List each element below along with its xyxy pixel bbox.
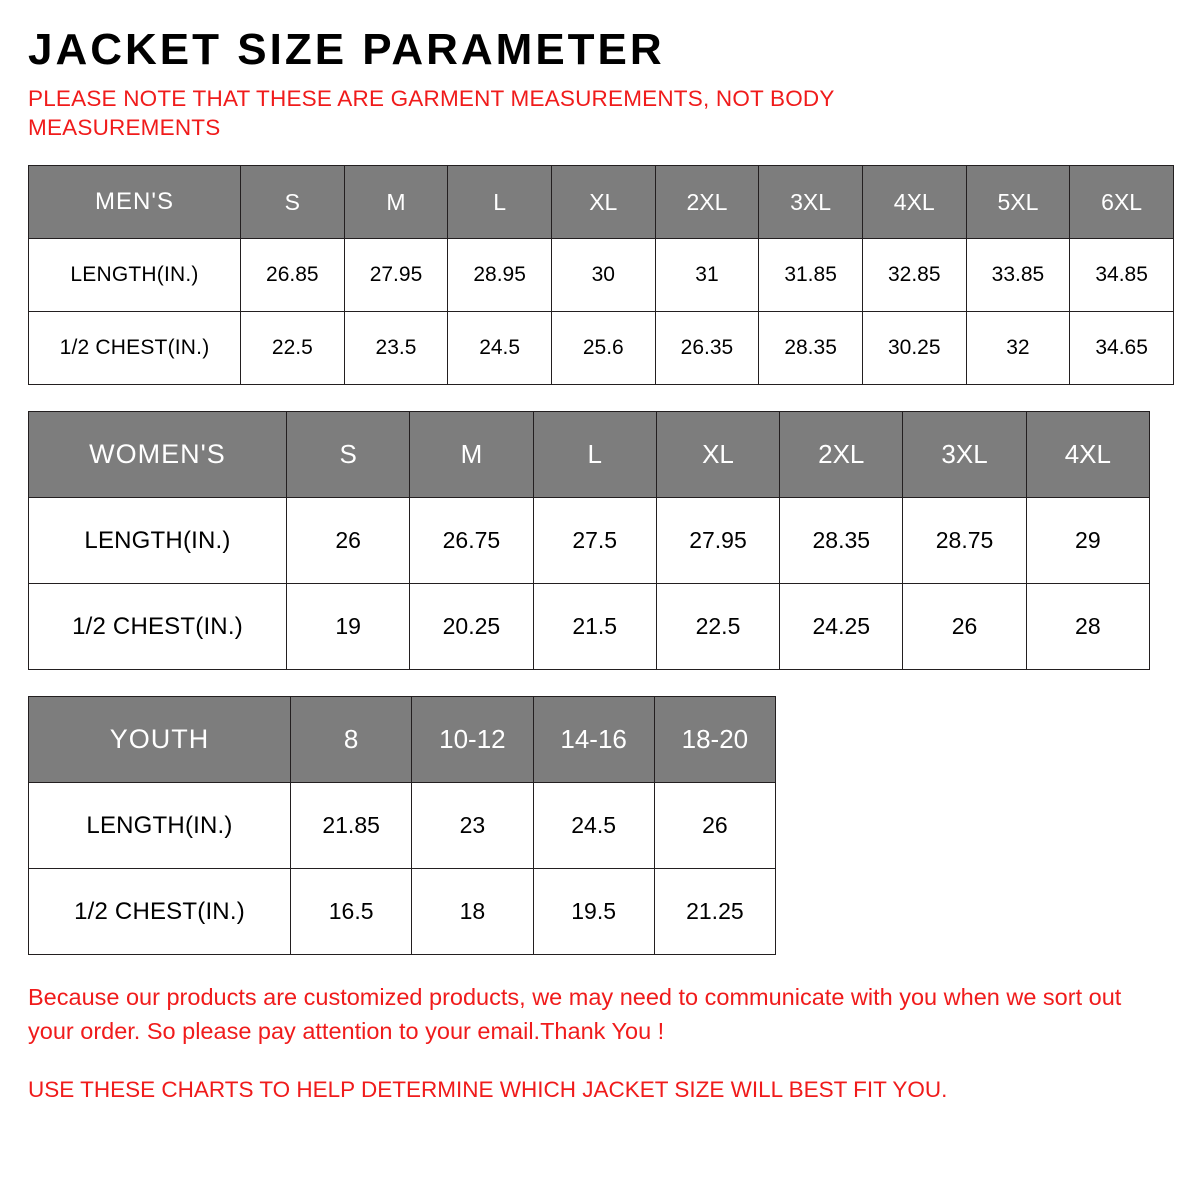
table-header-row: [29, 697, 776, 783]
measurement-cell: 31: [655, 239, 759, 312]
size-header-cell: 4XL: [862, 166, 966, 239]
table-row: [29, 239, 1174, 312]
footer-notes: [28, 981, 1170, 1106]
measurement-cell: 22.5: [656, 584, 779, 670]
table-category-label: WOMEN'S: [29, 412, 287, 498]
measurement-cell: 21.85: [291, 783, 412, 869]
measurement-cell: 30.25: [862, 312, 966, 385]
measurement-cell: 26: [903, 584, 1026, 670]
measurement-cell: 33.85: [966, 239, 1070, 312]
table-category-label: MEN'S: [29, 166, 241, 239]
size-header-cell: L: [533, 412, 656, 498]
row-label: LENGTH(IN.): [29, 498, 287, 584]
measurement-cell: 27.5: [533, 498, 656, 584]
measurement-cell: 16.5: [291, 869, 412, 955]
table-row: [29, 312, 1174, 385]
measurement-cell: 26: [654, 783, 775, 869]
measurement-cell: 26.35: [655, 312, 759, 385]
size-header-cell: 2XL: [780, 412, 903, 498]
measurement-cell: 32: [966, 312, 1070, 385]
table-row: [29, 783, 776, 869]
measurement-cell: 23.5: [344, 312, 448, 385]
row-label: LENGTH(IN.): [29, 783, 291, 869]
measurement-cell: 27.95: [656, 498, 779, 584]
measurement-cell: 26.85: [241, 239, 345, 312]
size-header-cell: 3XL: [903, 412, 1026, 498]
footer-customization-note: Because our products are customized products, we may need to communicate with you when we sort out your order. So please pay attention to your email.Thank You !: [28, 984, 1122, 1044]
measurement-cell: 29: [1026, 498, 1149, 584]
measurement-cell: 22.5: [241, 312, 345, 385]
measurement-note: PLEASE NOTE THAT THESE ARE GARMENT MEASUREMENTS, NOT BODY MEASUREMENTS: [28, 85, 835, 141]
measurement-cell: 28.95: [448, 239, 552, 312]
size-header-cell: M: [344, 166, 448, 239]
womens-size-table: [28, 411, 1150, 670]
measurement-cell: 28.75: [903, 498, 1026, 584]
table-header-row: [29, 412, 1150, 498]
measurement-cell: 27.95: [344, 239, 448, 312]
measurement-cell: 23: [412, 783, 533, 869]
table-row: [29, 584, 1150, 670]
size-header-cell: 3XL: [759, 166, 863, 239]
table-row: [29, 498, 1150, 584]
measurement-cell: 30: [551, 239, 655, 312]
measurement-cell: 18: [412, 869, 533, 955]
measurement-cell: 34.85: [1070, 239, 1174, 312]
table-header-row: [29, 166, 1174, 239]
measurement-cell: 25.6: [551, 312, 655, 385]
row-label: 1/2 CHEST(IN.): [29, 584, 287, 670]
measurement-cell: 24.5: [448, 312, 552, 385]
measurement-cell: 24.5: [533, 783, 654, 869]
size-header-cell: S: [241, 166, 345, 239]
table-row: [29, 869, 776, 955]
measurement-cell: 28.35: [759, 312, 863, 385]
size-header-cell: M: [410, 412, 533, 498]
measurement-cell: 20.25: [410, 584, 533, 670]
size-header-cell: 8: [291, 697, 412, 783]
row-label: 1/2 CHEST(IN.): [29, 312, 241, 385]
youth-size-table: [28, 696, 776, 955]
row-label: 1/2 CHEST(IN.): [29, 869, 291, 955]
measurement-cell: 26.75: [410, 498, 533, 584]
size-header-cell: S: [287, 412, 410, 498]
measurement-cell: 26: [287, 498, 410, 584]
size-header-cell: 5XL: [966, 166, 1070, 239]
measurement-cell: 19.5: [533, 869, 654, 955]
measurement-cell: 21.25: [654, 869, 775, 955]
size-header-cell: 14-16: [533, 697, 654, 783]
size-header-cell: L: [448, 166, 552, 239]
size-header-cell: 2XL: [655, 166, 759, 239]
mens-size-table: [28, 165, 1174, 385]
measurement-cell: 32.85: [862, 239, 966, 312]
measurement-cell: 28: [1026, 584, 1149, 670]
size-header-cell: 18-20: [654, 697, 775, 783]
size-header-cell: 4XL: [1026, 412, 1149, 498]
size-header-cell: XL: [551, 166, 655, 239]
measurement-cell: 21.5: [533, 584, 656, 670]
measurement-cell: 34.65: [1070, 312, 1174, 385]
size-header-cell: 6XL: [1070, 166, 1174, 239]
measurement-cell: 28.35: [780, 498, 903, 584]
size-header-cell: XL: [656, 412, 779, 498]
row-label: LENGTH(IN.): [29, 239, 241, 312]
measurement-cell: 31.85: [759, 239, 863, 312]
table-category-label: YOUTH: [29, 697, 291, 783]
measurement-cell: 19: [287, 584, 410, 670]
measurement-cell: 24.25: [780, 584, 903, 670]
footer-usage-note: USE THESE CHARTS TO HELP DETERMINE WHICH JACKET SIZE WILL BEST FIT YOU.: [28, 1077, 948, 1103]
size-header-cell: 10-12: [412, 697, 533, 783]
page-title: JACKET SIZE PARAMETER: [28, 25, 665, 74]
